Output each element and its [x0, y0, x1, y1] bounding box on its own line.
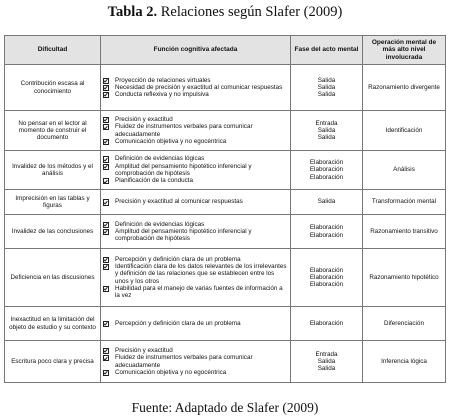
header-dificultad: Dificultad: [5, 36, 101, 65]
fase-text: Elaboración: [309, 173, 344, 181]
funcion-text: Percepción y definición clara de un problema: [115, 319, 241, 327]
operacion-cell: Razonamiento divergente: [363, 65, 446, 111]
funcion-cell: [101, 65, 291, 111]
table-row: [5, 111, 446, 151]
funcion-item: [103, 138, 288, 145]
operacion-cell: Análisis: [363, 151, 446, 190]
funcion-text: Comunicación objetiva y no egocéntrica: [115, 368, 227, 376]
fase-text: Elaboración: [309, 273, 344, 281]
header-funcion: Función cognitiva afectada: [101, 36, 291, 65]
funcion-item: [103, 77, 288, 84]
fase-text: Salida: [317, 91, 336, 99]
checkbox-checked-icon: [103, 85, 111, 90]
funcion-text: Necesidad de precisión y exactitud al comunicar respuestas: [115, 83, 283, 91]
fase-text: Salida: [317, 198, 336, 206]
fase-text: Elaboración: [309, 281, 344, 289]
dificultad-cell: Inexactitud en la limitación del objeto de estudio y su contexto: [5, 307, 101, 341]
funcion-cell: [101, 190, 291, 215]
funcion-item: [103, 347, 288, 354]
table-row: [5, 215, 446, 249]
funcion-text: Planificación de la conducta: [115, 177, 194, 185]
fase-text: Entrada: [315, 119, 338, 127]
fase-cell: [291, 111, 363, 151]
funcion-item: [103, 123, 288, 138]
funcion-item: [103, 84, 288, 91]
fase-text: Elaboración: [309, 159, 344, 167]
relations-table: [4, 35, 446, 383]
checkbox-checked-icon: [103, 139, 111, 144]
checkbox-checked-icon: [103, 124, 111, 129]
funcion-item: [103, 91, 288, 98]
table-body: [5, 65, 446, 383]
table-row: [5, 307, 446, 341]
funcion-text: Definición de evidencias lógicas: [115, 220, 205, 228]
funcion-cell: [101, 151, 291, 190]
fase-text: Salida: [317, 76, 336, 84]
checkbox-checked-icon: [103, 257, 111, 262]
funcion-item: [103, 263, 288, 285]
table-row: [5, 341, 446, 383]
checkbox-checked-icon: [103, 264, 111, 269]
dificultad-cell: Imprecisión en las tablas y figuras: [5, 190, 101, 215]
funcion-text: Identificación clara de los datos relevantes de los irrelevantes y definición de las relaciones que se establecen entre los unos y los otros: [115, 262, 287, 285]
checkbox-checked-icon: [103, 178, 111, 183]
operacion-cell: Diferenciación: [363, 307, 446, 341]
fase-text: Elaboración: [309, 319, 344, 327]
funcion-text: Comunicación objetiva y no egocéntrica: [115, 137, 227, 145]
funcion-text: Proyección de relaciones virtuales: [115, 76, 211, 84]
fase-text: Elaboración: [309, 266, 344, 274]
operacion-cell: Transformación mental: [363, 190, 446, 215]
funcion-item: [103, 116, 288, 123]
header-row: [5, 36, 446, 65]
fase-text: Salida: [317, 83, 336, 91]
funcion-text: Precisión y exactitud: [115, 346, 173, 354]
dificultad-cell: Invalidez de las conclusiones: [5, 215, 101, 249]
fase-text: Salida: [317, 357, 336, 365]
funcion-item: [103, 256, 288, 263]
fase-text: Elaboración: [309, 231, 344, 239]
funcion-text: Fluidez de instrumentos verbales para comunicar adecuadamente: [115, 354, 253, 369]
fase-cell: [291, 249, 363, 307]
funcion-text: Precisión y exactitud al comunicar respuestas: [115, 198, 243, 206]
funcion-cell: [101, 307, 291, 341]
dificultad-cell: Invalidez de los métodos y el análisis: [5, 151, 101, 190]
funcion-text: Conducta reflexiva y no impulsiva: [115, 91, 209, 99]
fase-text: Salida: [317, 126, 336, 134]
fase-text: Entrada: [315, 350, 338, 358]
table-title: [0, 4, 450, 21]
table-row: [5, 151, 446, 190]
funcion-text: Amplitud del pensamiento hipotético inferencial y comprobación de hipótesis: [115, 227, 252, 243]
funcion-item: [103, 163, 288, 178]
funcion-item: [103, 354, 288, 369]
funcion-item: [103, 369, 288, 376]
checkbox-checked-icon: [103, 286, 111, 291]
checkbox-checked-icon: [103, 199, 111, 204]
operacion-cell: Inferencia lógica: [363, 341, 446, 383]
funcion-item: [103, 285, 288, 300]
funcion-text: Precisión y exactitud: [115, 115, 173, 123]
header-operacion: Operación mental de más alto nivel involucrada: [363, 36, 446, 65]
fase-text: Elaboración: [309, 166, 344, 174]
fase-cell: [291, 65, 363, 111]
funcion-item: [103, 198, 288, 205]
fase-cell: [291, 215, 363, 249]
fase-text: Salida: [317, 365, 336, 373]
funcion-text: Habilidad para el manejo de varias fuentes de información a la vez: [115, 284, 283, 300]
checkbox-checked-icon: [103, 321, 111, 326]
checkbox-checked-icon: [103, 92, 111, 97]
fase-cell: [291, 307, 363, 341]
operacion-cell: Identificación: [363, 111, 446, 151]
source-note: Fuente: Adaptado de Slafer (2009): [131, 400, 319, 415]
checkbox-checked-icon: [103, 355, 111, 360]
funcion-text: Definición de evidencias lógicas: [115, 155, 205, 163]
table-row: [5, 249, 446, 307]
funcion-cell: [101, 341, 291, 383]
checkbox-checked-icon: [103, 229, 111, 234]
dificultad-cell: No pensar en el lector al momento de construir el documento: [5, 111, 101, 151]
funcion-item: [103, 228, 288, 243]
checkbox-checked-icon: [103, 222, 111, 227]
table-row: [5, 190, 446, 215]
checkbox-checked-icon: [103, 164, 111, 169]
checkbox-checked-icon: [103, 156, 111, 161]
operacion-cell: Razonamiento transitivo: [363, 215, 446, 249]
fase-text: Elaboración: [309, 224, 344, 232]
funcion-text: Percepción y definición clara de un problema: [115, 255, 241, 263]
header-fase: Fase del acto mental: [291, 36, 363, 65]
fase-cell: [291, 151, 363, 190]
table-caption: Relaciones según Slafer (2009): [157, 4, 343, 20]
funcion-text: Fluidez de instrumentos verbales para comunicar adecuadamente: [115, 123, 253, 138]
checkbox-checked-icon: [103, 370, 111, 375]
funcion-item: [103, 320, 288, 327]
funcion-cell: [101, 249, 291, 307]
fase-cell: [291, 190, 363, 215]
dificultad-cell: Escritura poco clara y precisa: [5, 341, 101, 383]
checkbox-checked-icon: [103, 78, 111, 83]
operacion-cell: Razonamiento hipotético: [363, 249, 446, 307]
dificultad-cell: Deficiencia en las discusiones: [5, 249, 101, 307]
table-number: Tabla 2.: [107, 4, 158, 20]
fase-text: Salida: [317, 134, 336, 142]
funcion-cell: [101, 215, 291, 249]
funcion-item: [103, 177, 288, 184]
fase-cell: [291, 341, 363, 383]
funcion-item: [103, 221, 288, 228]
funcion-text: Amplitud del pensamiento hipotético inferencial y comprobación de hipótesis: [115, 162, 252, 177]
table-row: [5, 65, 446, 111]
checkbox-checked-icon: [103, 348, 111, 353]
funcion-item: [103, 155, 288, 162]
dificultad-cell: Contribución escasa al conocimiento: [5, 65, 101, 111]
funcion-cell: [101, 111, 291, 151]
checkbox-checked-icon: [103, 117, 111, 122]
